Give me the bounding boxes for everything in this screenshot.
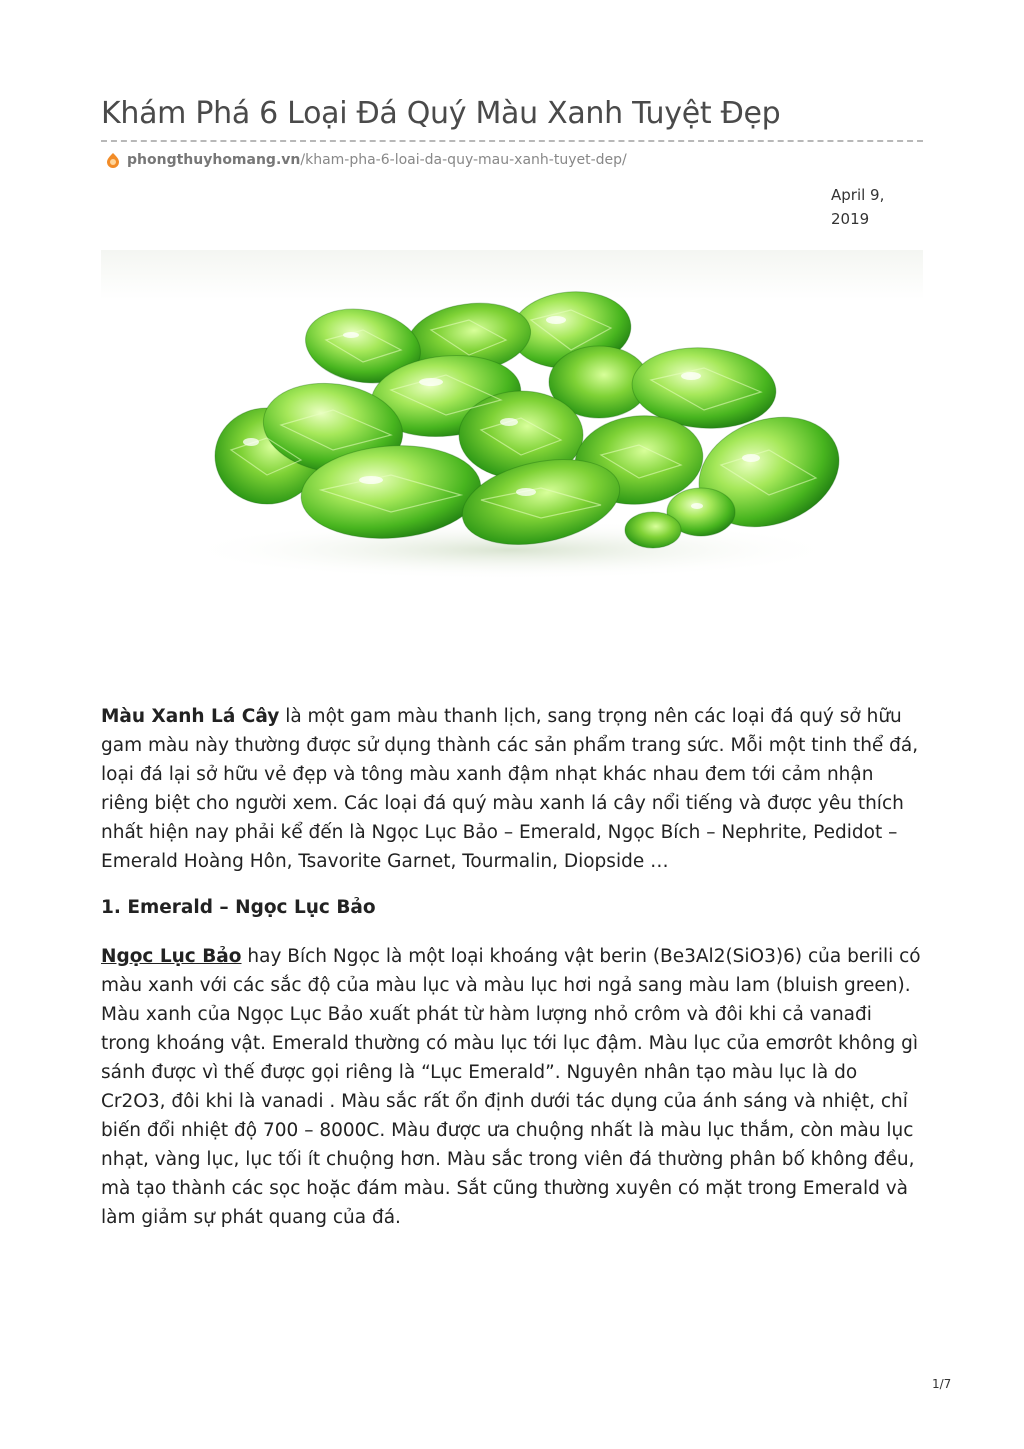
source-url[interactable]	[105, 150, 627, 170]
page-title: Khám Phá 6 Loại Đá Quý Màu Xanh Tuyệt Đẹp	[101, 96, 781, 131]
emerald-paragraph	[101, 942, 923, 1232]
source-path-link[interactable]: /kham-pha-6-loai-da-quy-mau-xanh-tuyet-dep/	[300, 152, 627, 168]
source-domain-link[interactable]: phongthuyhomang.vn	[127, 152, 301, 168]
intro-lead-bold: Màu Xanh Lá Cây	[101, 706, 280, 727]
page-number: 1/7	[932, 1377, 952, 1391]
article-body	[101, 702, 923, 1232]
emerald-link[interactable]: Ngọc Lục Bảo	[101, 946, 242, 967]
green-gemstones-image	[101, 250, 923, 580]
section-heading-emerald: 1. Emerald – Ngọc Lục Bảo	[101, 897, 376, 918]
intro-text: là một gam màu thanh lịch, sang trọng nên các loại đá quý sở hữu gam màu này thường được sử dụng thành các sản phẩm trang sức. Mỗi một tinh thể đá, loại đá lại sở hữu vẻ đẹp và tông màu xanh đậm nhạt khác nhau đem tới cảm nhận riêng biệt cho người xem. Các loại đá quý màu xanh lá cây nổi tiếng và được yêu thích nhất hiện nay phải kể đến là Ngọc Lục Bảo – Emerald, Ngọc Bích – Nephrite, Pedidot – Emerald Hoàng Hôn, Tsavorite Garnet, Tourmalin, Diopside …	[101, 706, 919, 872]
intro-paragraph	[101, 702, 923, 876]
publish-date-year: 2019	[831, 210, 870, 228]
publish-date-month-day: April 9,	[831, 186, 885, 204]
title-divider	[101, 140, 923, 142]
emerald-text: hay Bích Ngọc là một loại khoáng vật berin (Be3Al2(SiO3)6) của berili có màu xanh với các sắc độ của màu lục và màu lục hơi ngả sang màu lam (bluish green). Màu xanh của Ngọc Lục Bảo xuất phát từ hàm lượng nhỏ crôm và đôi khi cả vanađi trong khoáng vật. Emerald thường có màu lục tới lục đậm. Màu lục của emơrôt không gì sánh được vì thế được gọi riêng là “Lục Emerald”. Nguyên nhân tạo màu lục là do Cr2O3, đôi khi là vanadi . Màu sắc rất ổn định dưới tác dụng của ánh sáng và nhiệt, chỉ biến đổi nhiệt độ 700 – 8000C. Màu được ưa chuộng nhất là màu lục thắm, còn màu lục nhạt, vàng lục, lục tối ít chuộng hơn. Màu sắc trong viên đá thường phân bố không đều, mà tạo thành các sọc hoặc đám màu. Sắt cũng thường xuyên có mặt trong Emerald và làm giảm sự phát quang của đá.	[101, 946, 921, 1228]
publish-date	[831, 183, 911, 231]
source-logo-icon	[105, 152, 121, 168]
